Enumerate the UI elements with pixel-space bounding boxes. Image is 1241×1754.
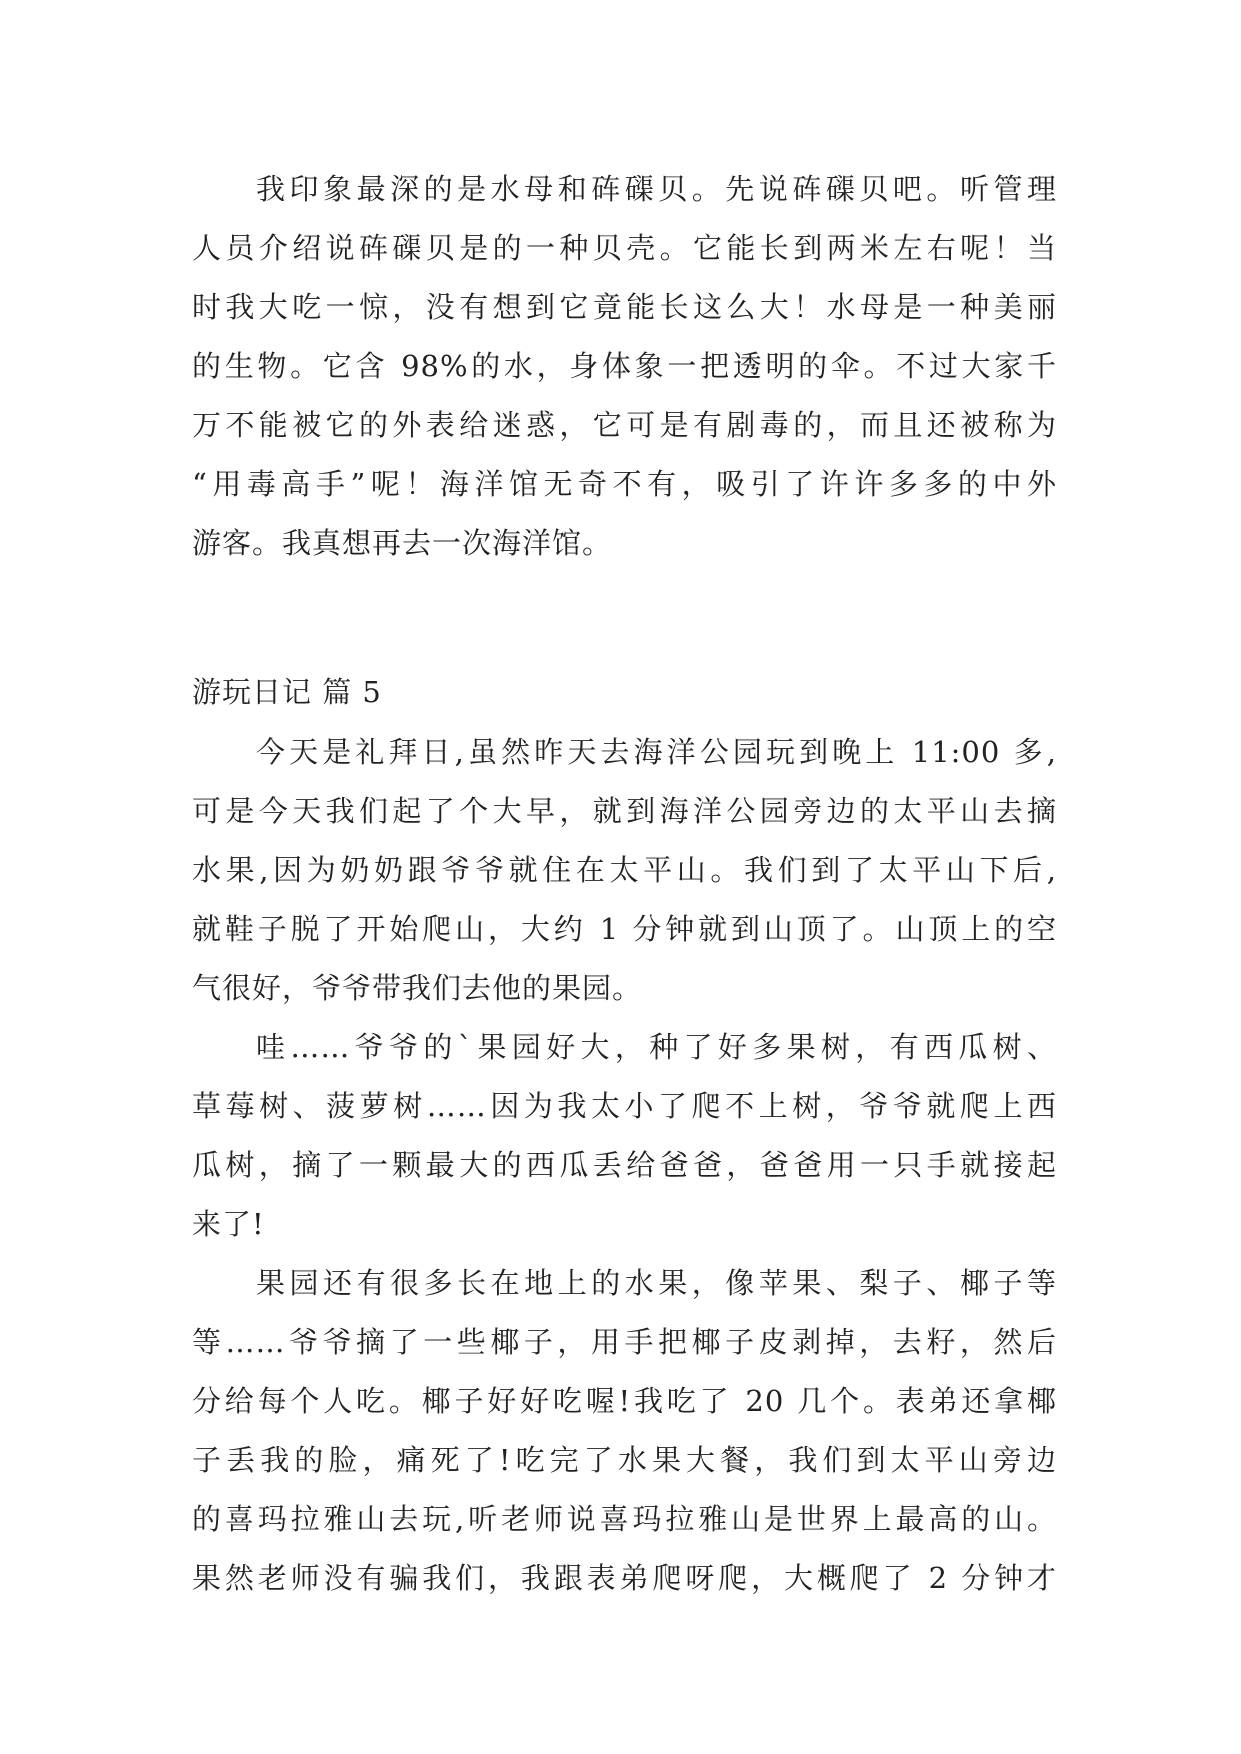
- text-line: 分给每个人吃。椰子好好吃喔!我吃了 20 几个。表弟还拿椰: [192, 1384, 1057, 1418]
- paragraph-1: [192, 723, 1057, 1018]
- text-line: 来了!: [192, 1207, 265, 1241]
- text-line: 等……爷爷摘了一些椰子，用手把椰子皮剥掉，去籽，然后: [192, 1325, 1057, 1359]
- text-line: 万不能被它的外表给迷惑，它可是有剧毒的，而且还被称为: [192, 408, 1057, 442]
- text-line: 瓜树，摘了一颗最大的西瓜丢给爸爸，爸爸用一只手就接起: [192, 1148, 1057, 1182]
- text-line: 的生物。它含 98%的水，身体象一把透明的伞。不过大家千: [192, 349, 1057, 383]
- paragraph-aquarium: [192, 160, 1057, 573]
- document-page: [192, 160, 1057, 1608]
- text-line: 游客。我真想再去一次海洋馆。: [192, 526, 613, 560]
- text-line: 草莓树、菠萝树……因为我太小了爬不上树，爷爷就爬上西: [192, 1089, 1057, 1123]
- paragraph-2: [192, 1018, 1057, 1254]
- text-line: 可是今天我们起了个大早，就到海洋公园旁边的太平山去摘: [192, 794, 1057, 828]
- text-line: 我印象最深的是水母和砗磲贝。先说砗磲贝吧。听管理: [256, 172, 1057, 206]
- text-line: 的喜玛拉雅山去玩,听老师说喜玛拉雅山是世界上最高的山。: [192, 1502, 1057, 1536]
- text-line: 今天是礼拜日,虽然昨天去海洋公园玩到晚上 11:00 多,: [256, 735, 1057, 769]
- text-line: 水果,因为奶奶跟爷爷就住在太平山。我们到了太平山下后,: [192, 853, 1057, 887]
- text-line: 时我大吃一惊，没有想到它竟能长这么大！水母是一种美丽: [192, 290, 1057, 324]
- text-line: “用毒高手”呢！海洋馆无奇不有，吸引了许许多多的中外: [192, 467, 1057, 501]
- text-line: 就鞋子脱了开始爬山，大约 1 分钟就到山顶了。山顶上的空: [192, 912, 1057, 946]
- section-heading: 游玩日记 篇 5: [192, 675, 382, 709]
- text-line: 人员介绍说砗磲贝是的一种贝壳。它能长到两米左右呢！当: [192, 231, 1057, 265]
- section-gap: [192, 573, 1057, 661]
- text-line: 子丢我的脸，痛死了!吃完了水果大餐，我们到太平山旁边: [192, 1443, 1057, 1477]
- paragraph-3: [192, 1254, 1057, 1608]
- text-line: 哇……爷爷的`果园好大，种了好多果树，有西瓜树、: [256, 1030, 1057, 1064]
- text-line: 气很好，爷爷带我们去他的果园。: [192, 971, 643, 1005]
- text-line: 果然老师没有骗我们，我跟表弟爬呀爬，大概爬了 2 分钟才: [192, 1561, 1057, 1595]
- text-line: 果园还有很多长在地上的水果，像苹果、梨子、椰子等: [256, 1266, 1057, 1300]
